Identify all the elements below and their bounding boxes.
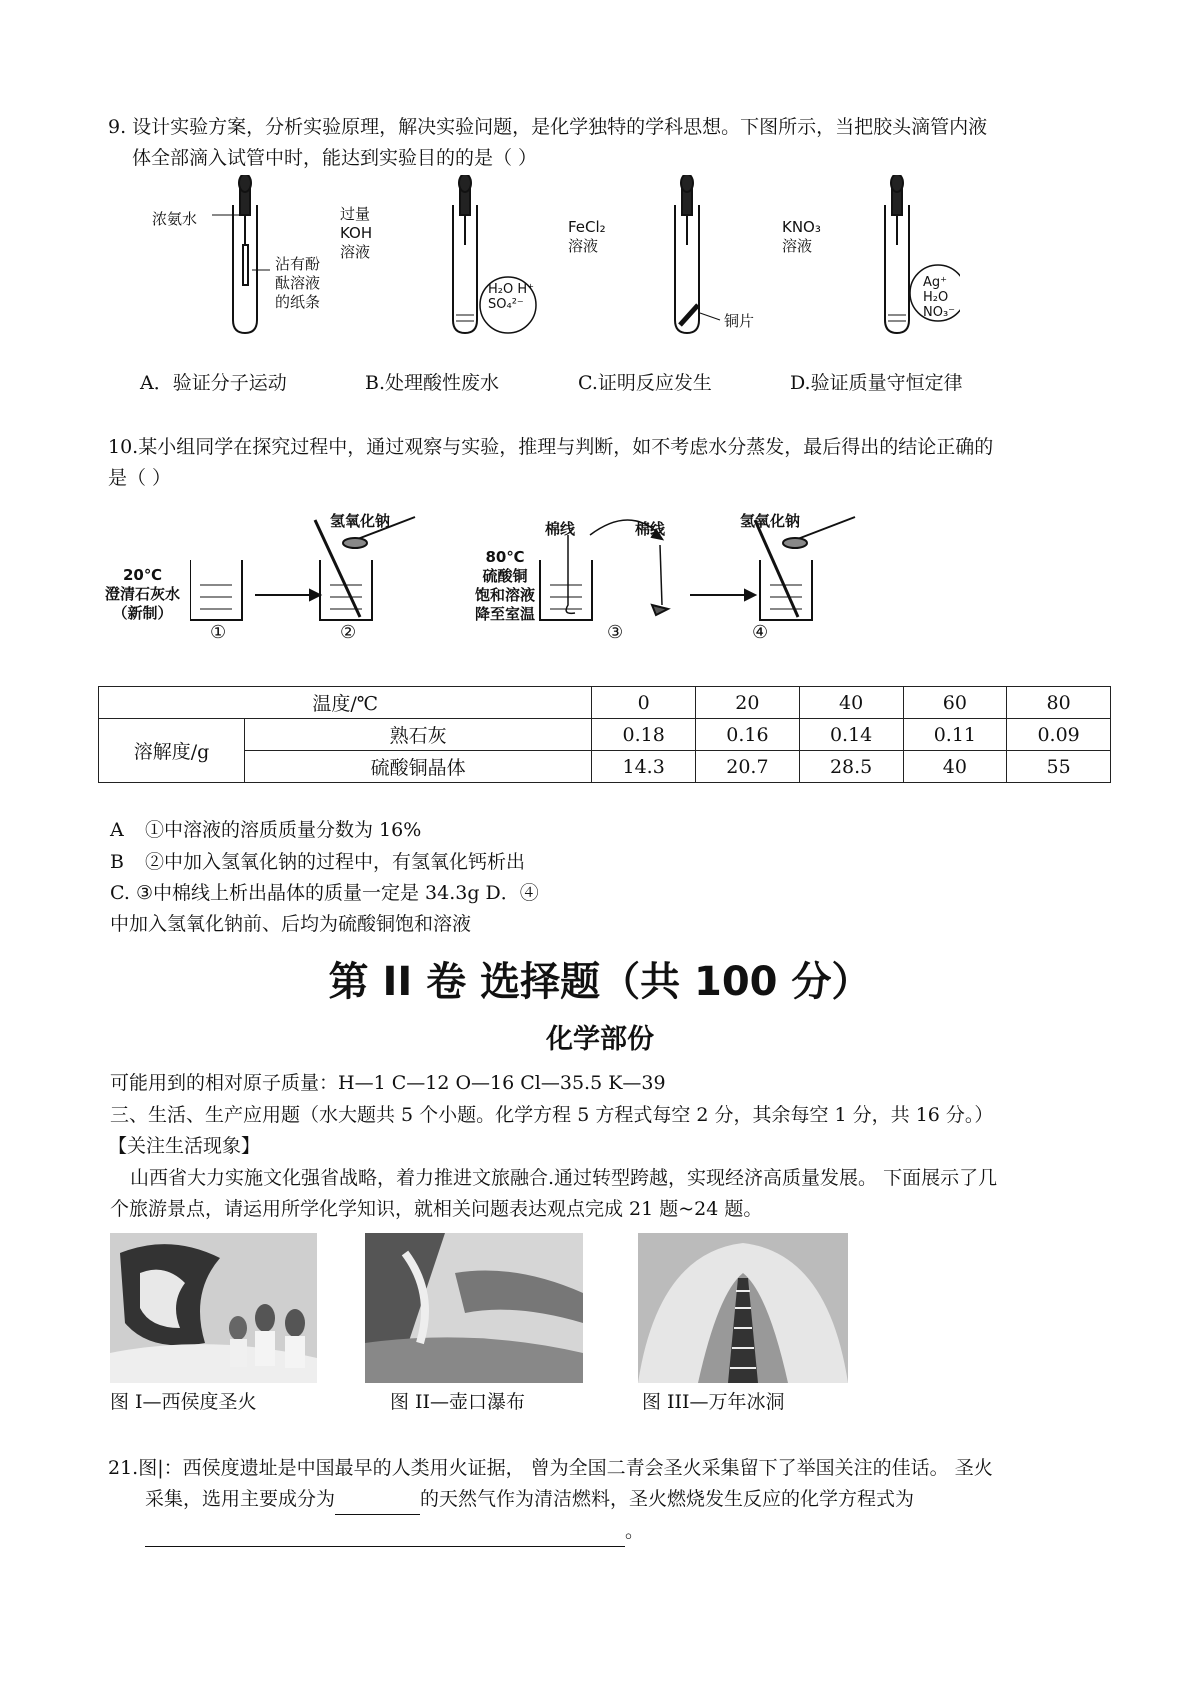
section-subtitle: 化学部份 (546, 1024, 654, 1055)
q21-line1: 21.图|：西侯度遗址是中国最早的人类用火证据， 曾为全国二青会圣火采集留下了举国关注的佳话。 圣火 (108, 1457, 993, 1479)
table-cell: 0.11 (903, 719, 1007, 751)
part-three-heading: 三、生活、生产应用题（水大题共 5 个小题。化学方程 5 方程式每空 2 分，其余每空 1 分，共 16 分。） (110, 1104, 994, 1126)
photo-ice-cave (638, 1233, 848, 1383)
fig10-thread-label-1: 棉线 (545, 520, 576, 538)
temp-header: 温度/℃ (99, 687, 592, 719)
caption-figure-3: 图 III—万年冰洞 (642, 1391, 785, 1413)
photo-sacred-fire (110, 1233, 317, 1383)
ice-cave-illustration-icon (638, 1233, 848, 1383)
row-name: 硫酸铜晶体 (245, 751, 592, 783)
fig9-a-paper: 沾有酚 酞溶液 的纸条 (275, 255, 321, 311)
fig10-num-3: ③ (607, 622, 624, 643)
fig10-b1-condition: 20℃ 澄清石灰水 （新制） (105, 566, 181, 622)
q21-line3 (145, 1516, 644, 1547)
table-row (99, 719, 1111, 751)
section-title: 第 II 卷 选择题（共 100 分） (328, 959, 872, 1005)
temp-cell: 40 (799, 687, 903, 719)
solubility-table (98, 686, 1111, 783)
caption-figure-1: 图 I—西侯度圣火 (110, 1391, 257, 1413)
table-cell: 0.16 (696, 719, 800, 751)
table-cell: 28.5 (799, 751, 903, 783)
atomic-masses: 可能用到的相对原子质量：H—1 C—12 O—16 Cl—35.5 K—39 (110, 1072, 666, 1094)
fig10-thread-label-2: 棉线 (635, 520, 666, 538)
fig10-num-4: ④ (752, 622, 769, 643)
table-cell: 14.3 (592, 751, 696, 783)
fig9-b-ions: H₂O H⁺ SO₄²⁻ (488, 282, 535, 312)
table-cell: 40 (903, 751, 1007, 783)
q21-blank-main-component[interactable] (335, 1484, 420, 1515)
waterfall-illustration-icon (365, 1233, 583, 1383)
intro-line2: 个旅游景点，请运用所学化学知识，就相关问题表达观点完成 21 题~24 题。 (110, 1198, 763, 1220)
row-name: 熟石灰 (245, 719, 592, 751)
temp-cell: 60 (903, 687, 1007, 719)
photo-hukou-waterfall (365, 1233, 583, 1383)
table-row (99, 687, 1111, 719)
intro-line1: 山西省大力实施文化强省战略，着力推进文旅融合.通过转型跨越，实现经济高质量发展。 下面展示了几 (130, 1167, 998, 1189)
q9-line2: 体全部滴入试管中时，能达到实验目的的是（ ） (132, 147, 538, 169)
fig10-naoh-label-2: 氢氧化钠 (740, 512, 801, 530)
fig9-c-label: FeCl₂ 溶液 (568, 218, 606, 255)
q10-option-a-letter: A (110, 819, 124, 841)
fig9-a-label: 浓氨水 (152, 210, 198, 228)
q21-line2-prefix: 采集，选用主要成分为 (145, 1488, 336, 1510)
q10-option-b: ②中加入氢氧化钠的过程中，有氢氧化钙析出 (145, 851, 526, 873)
fig10-num-2: ② (340, 622, 357, 643)
table-cell: 0.09 (1007, 719, 1111, 751)
fig9-d-label: KNO₃ 溶液 (782, 218, 821, 255)
q10-line2: 是（ ） (108, 467, 172, 489)
solubility-header: 溶解度/g (99, 719, 245, 783)
caption-figure-2: 图 II—壶口瀑布 (390, 1391, 526, 1413)
q9-apparatus-figure (140, 175, 960, 350)
q21-line2 (145, 1484, 914, 1515)
q21-line2-suffix: 的天然气作为清洁燃料，圣火燃烧发生反应的化学方程式为 (420, 1488, 915, 1510)
q21-end-mark: 。 (625, 1520, 645, 1542)
fig9-b-label: 过量 KOH 溶液 (340, 205, 373, 261)
temp-cell: 80 (1007, 687, 1111, 719)
q10-option-d: 中加入氢氧化钠前、后均为硫酸铜饱和溶液 (110, 913, 472, 935)
q9-option-d: D.验证质量守恒定律 (790, 372, 963, 394)
q10-option-b-letter: B (110, 851, 124, 873)
table-row (99, 751, 1111, 783)
table-cell: 0.14 (799, 719, 903, 751)
fig10-naoh-label-1: 氢氧化钠 (330, 512, 391, 530)
fig9-c-metal: 铜片 (724, 312, 755, 330)
temp-cell: 20 (696, 687, 800, 719)
fig10-num-1: ① (210, 622, 227, 643)
q9-option-c: C.证明反应发生 (578, 372, 712, 394)
temp-cell: 0 (592, 687, 696, 719)
fig10-b3-condition: 80℃ 硫酸铜 饱和溶液 降至室温 (475, 548, 536, 623)
q9-option-a: A．验证分子运动 (140, 372, 287, 394)
q9-line1: 9. 设计实验方案，分析实验原理，解决实验问题，是化学独特的学科思想。下图所示，当把胶头滴管内液 (108, 116, 988, 138)
q9-option-b: B.处理酸性废水 (365, 372, 500, 394)
fig9-d-ions: Ag⁺ H₂O NO₃⁻ (923, 275, 956, 320)
q10-line1: 10.某小组同学在探究过程中，通过观察与实验，推理与判断，如不考虑水分蒸发，最后得出的结论正确的 (108, 436, 994, 458)
q21-blank-equation[interactable] (145, 1516, 625, 1547)
table-cell: 0.18 (592, 719, 696, 751)
fire-illustration-icon (110, 1233, 317, 1383)
q10-option-c: C. ③中棉线上析出晶体的质量一定是 34.3g D．④ (110, 882, 539, 904)
table-cell: 55 (1007, 751, 1111, 783)
focus-heading: 【关注生活现象】 (108, 1135, 261, 1157)
q10-option-a: ①中溶液的溶质质量分数为 16% (145, 819, 422, 841)
table-cell: 20.7 (696, 751, 800, 783)
